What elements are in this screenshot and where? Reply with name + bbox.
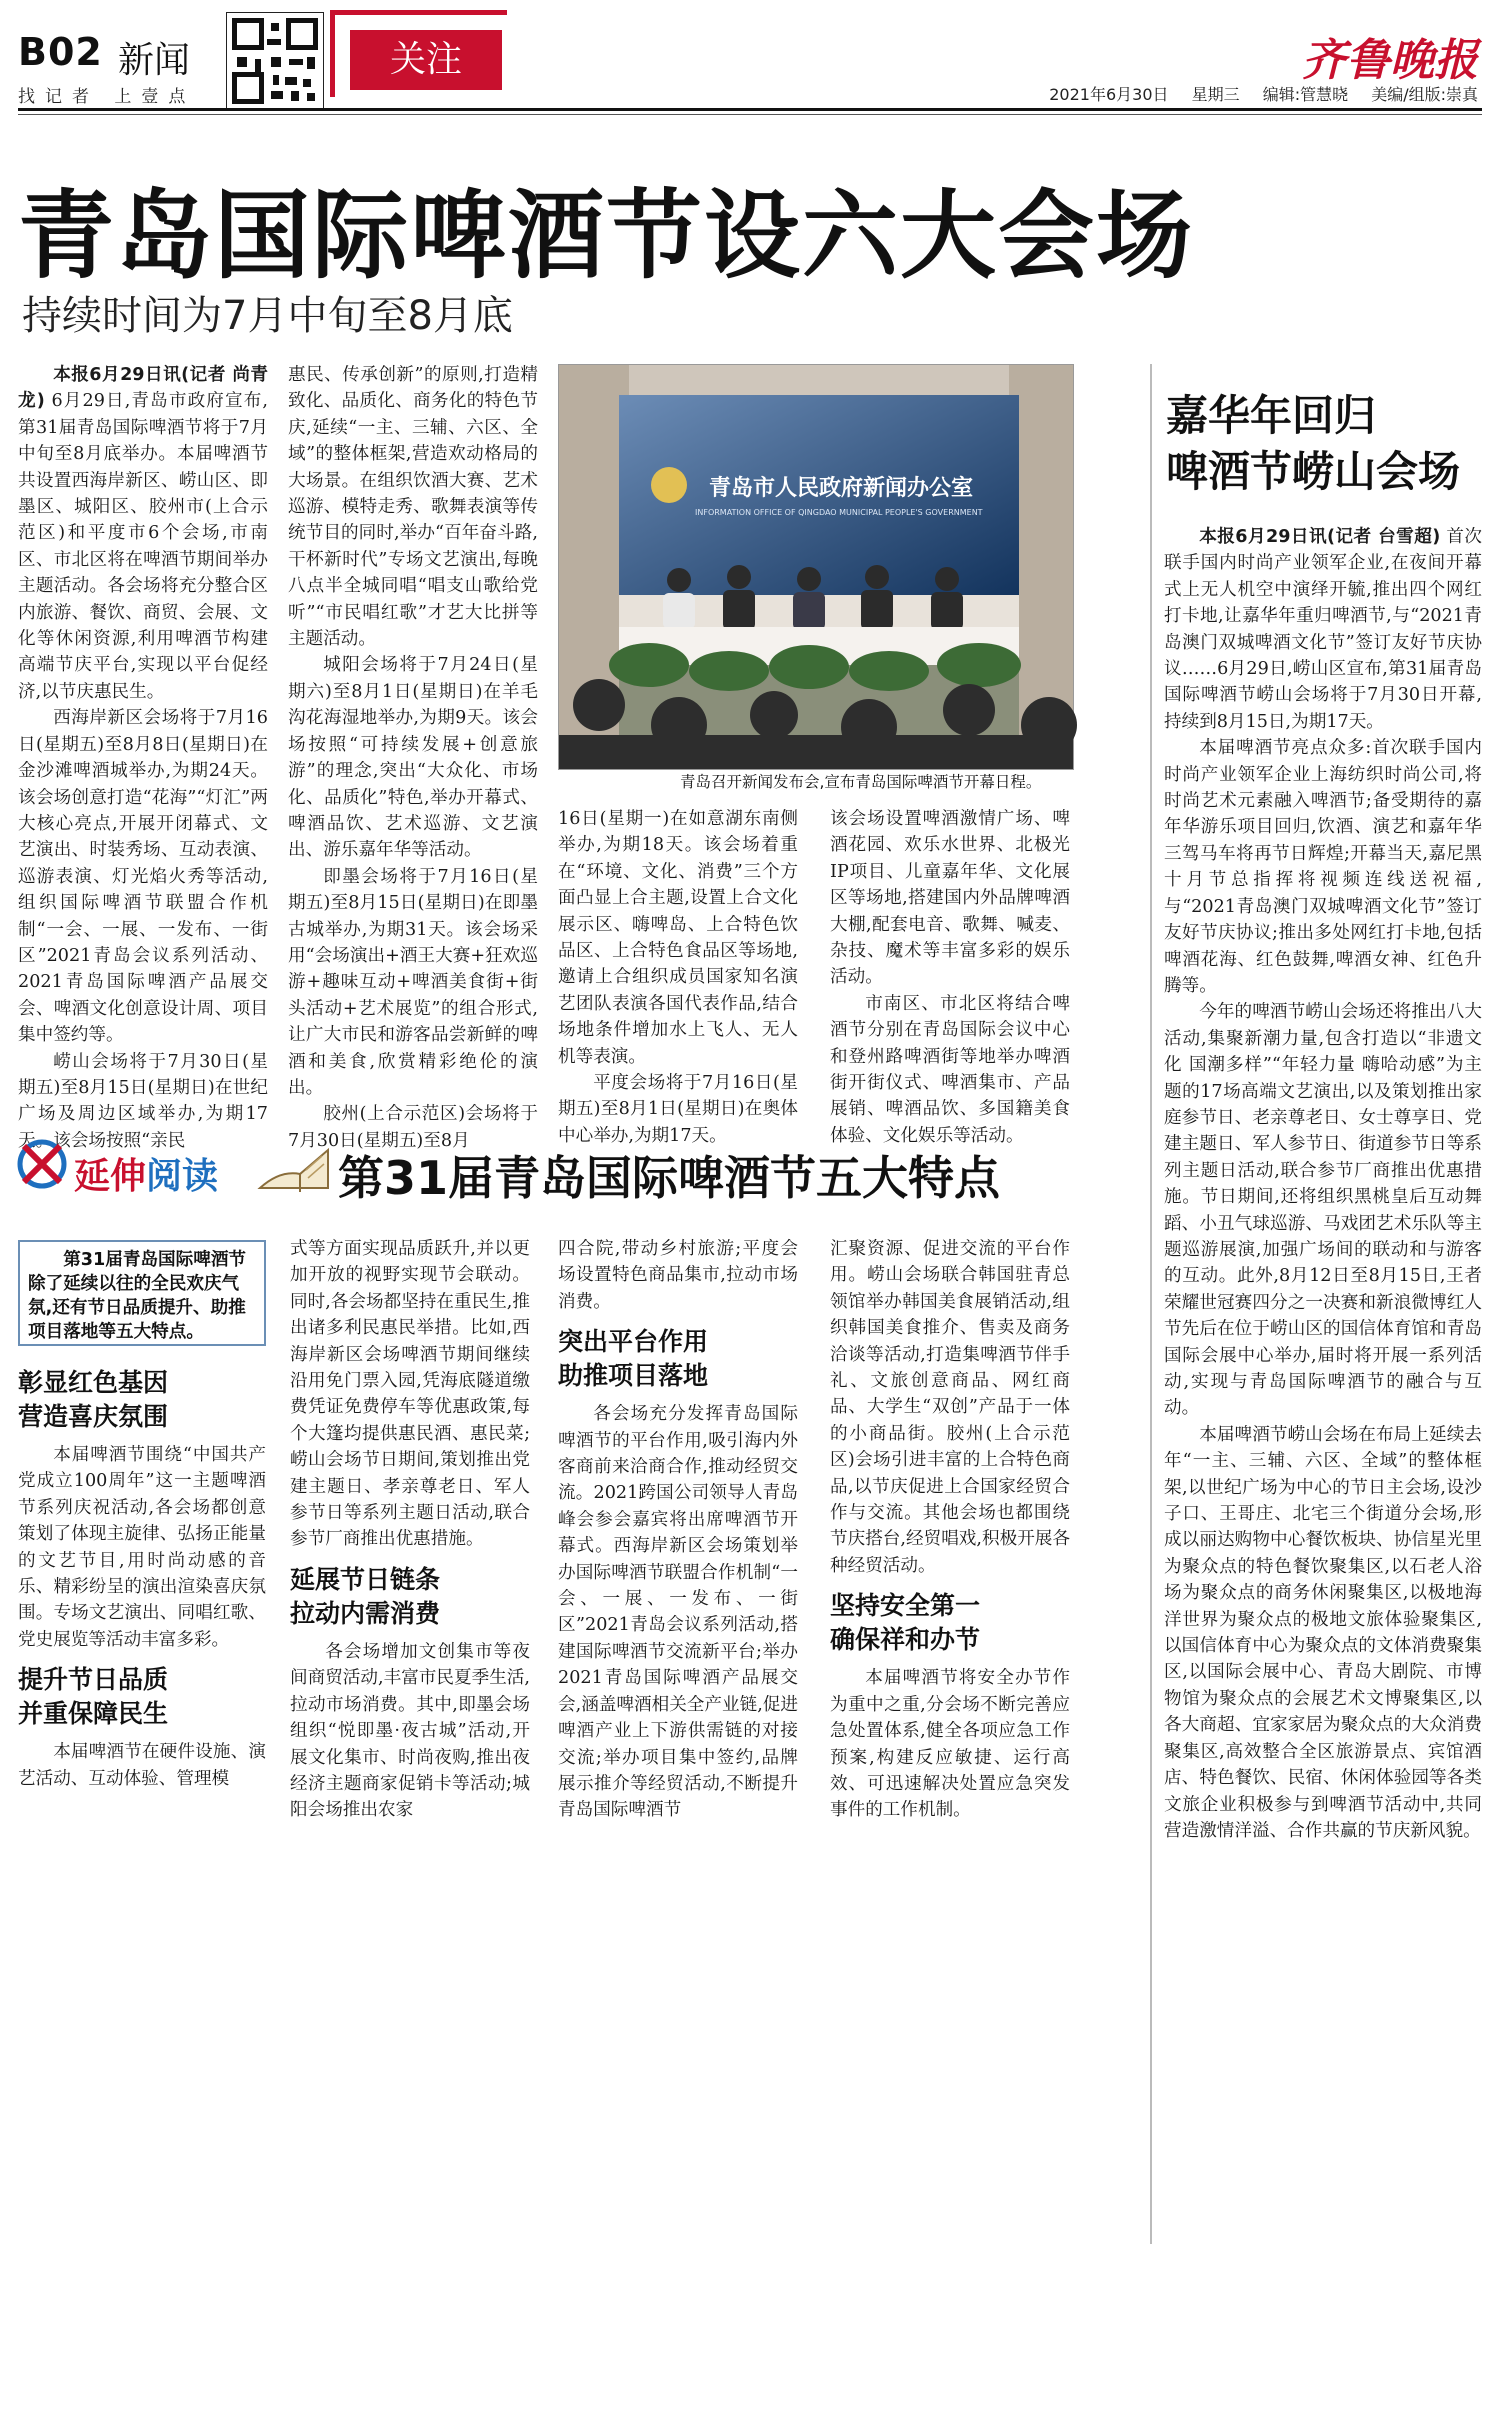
summary-box: 第31届青岛国际啤酒节除了延续以往的全民欢庆气氛,还有节日品质提升、助推项目落地等五大特点。	[18, 1240, 266, 1346]
subheading: 彰显红色基因 营造喜庆氛围	[18, 1368, 169, 1431]
slogan: 找记者 上壹点	[18, 87, 196, 107]
photo-caption: 青岛召开新闻发布会,宣布青岛国际啤酒节开幕日程。	[680, 773, 1042, 791]
paragraph: 城阳会场将于7月24日(星期六)至8月1日(星期日)在羊毛沟花海湿地举办,为期9天。该会场按照“可持续发展+创意旅游”的理念,突出“大众化、市场化、品质化”特色,举办开幕式、啤酒品饮、艺术巡游、文艺演出、游乐嘉年华等活动。	[288, 655, 538, 861]
subheading: 提升节日品质 并重保障民生	[18, 1665, 169, 1729]
paragraph: 西海岸新区会场将于7月16日(星期五)至8月8日(星期日)在金沙滩啤酒城举办,为期24天。该会场创意打造“花海”“灯汇”两大核心亮点,开展开闭幕式、文艺演出、时装秀场、互动表演、巡游表演、灯光焰火秀等活动,组织国际啤酒节联盟合作机制“一会、一展、一发布、一街区”2021青岛会议系列活动、2021青岛国际啤酒产品展交会、啤酒文化创意设计周、项目集中签约等。	[18, 708, 268, 1046]
editor-credit: 编辑:管慧晓	[1262, 85, 1349, 104]
section-tag: 关注	[350, 30, 502, 90]
subheading: 突出平台作用 助推项目落地	[558, 1327, 709, 1391]
press-conference-photo	[558, 364, 1074, 770]
paragraph: 本届啤酒节崂山会场在布局上延续去年“一主、三辅、六区、全域”的整体框架,以世纪广场为中心的节日主会场,设沙子口、王哥庄、北宅三个街道分会场,形成以丽达购物中心餐饮板块、协信星光里为聚众点的特色餐饮聚集区,以石老人浴场为聚众点的商务休闲聚集区,以极地海洋世界为聚众点的极地文旅体验聚集区,以国信体育中心为聚众点的文体消费聚集区,以国际会展中心、青岛大剧院、市博物馆为聚众点的会展艺术文博聚集区,以各大商超、宜家家居为聚众点的大众消费聚集区,高效整合全区旅游景点、宾馆酒店、特色餐饮、民宿、休闲体验园等各类文旅企业积极参与到啤酒节活动中,共同营造激情洋溢、合作共赢的节庆新风貌。	[1164, 1424, 1482, 1841]
header-rule	[18, 108, 1482, 111]
paragraph: 16日(星期一)在如意湖东南侧举办,为期18天。该会场着重在“环境、文化、消费”三个方面凸显上合主题,设置上合文化展示区、嗨啤岛、上合特色饮品区、上合特色食品区等场地,邀请上合组织成员国家知名演艺团队表演各国代表作品,结合场地条件增加水上飞人、无人机等表演。	[558, 809, 798, 1067]
byline: 本报6月29日讯(记者 台雪超)	[1199, 527, 1441, 547]
headline: 青岛国际啤酒节设六大会场	[18, 180, 1194, 292]
column-divider	[1150, 364, 1152, 2244]
extension-label-2: 阅读	[146, 1156, 219, 1197]
paragraph: 崂山会场将于7月30日(星期五)至8月15日(星期日)在世纪广场及周边区域举办,为期17天。该会场按照“亲民	[18, 1051, 268, 1151]
extension-label	[74, 1148, 218, 1199]
paragraph: 惠民、传承创新”的原则,打造精致化、品质化、商务化的特色节庆,延续“一主、三辅、六区、全域”的整体框架,营造欢动格局的大场景。在组织饮酒大赛、艺术巡游、模特走秀、歌舞表演等传统节目的同时,举办“百年奋斗路,干杯新时代”专场文艺演出,每晚八点半全城同唱“唱支山歌给党听”“市民唱红歌”才艺大比拼等主题活动。	[288, 365, 538, 650]
paragraph: 各会场增加文创集市等夜间商贸活动,丰富市民夏季生活,拉动市场消费。其中,即墨会场组织“悦即墨·夜古城”活动,开展文化集市、时尚夜购,推出夜经济主题商家促销卡等活动;城阳会场推出农家	[290, 1641, 530, 1821]
article-column-1	[18, 362, 269, 1151]
paragraph: 本届啤酒节将安全办节作为重中之重,分会场不断完善应急处置体系,健全各项应急工作预案,构建反应敏捷、运行高效、可迅速解决处置应急突发事件的工作机制。	[830, 1668, 1070, 1821]
article-column-4	[830, 806, 1070, 1146]
paragraph: 本届啤酒节围绕“中国共产党成立100周年”这一主题啤酒节系列庆祝活动,各会场都创意策划了体现主旋律、弘扬正能量的文艺节目,用时尚动感的音乐、精彩纷呈的演出渲染喜庆氛围。专场文艺演出、同唱红歌、党史展览等活动丰富多彩。	[18, 1445, 266, 1650]
backdrop-sign-en: INFORMATION OFFICE OF QINGDAO MUNICIPAL PEOPLE'S GOVERNMENT	[695, 508, 983, 517]
byline: 本报6月29日讯(记者 尚青龙)	[18, 365, 268, 412]
subheading: 坚持安全第一 确保祥和办节	[830, 1591, 981, 1655]
press-conference-illustration	[559, 365, 1073, 769]
masthead-logo: 齐鲁晚报	[1302, 35, 1478, 86]
page-number: B02	[18, 30, 103, 74]
paragraph: 本届啤酒节在硬件设施、演艺活动、互动体验、管理模	[18, 1742, 266, 1789]
side-title-line-1: 嘉华年回归	[1166, 391, 1377, 440]
paragraph: 式等方面实现品质跃升,并以更加开放的视野实现节会联动。同时,各会场都坚持在重民生,推出诸多利民惠民举措。比如,西海岸新区会场啤酒节期间继续沿用免门票入园,凭海底隧道缴费凭证免费停车等优惠政策,每个大篷均提供惠民酒、惠民菜;崂山会场节日期间,策划推出党建主题日、孝亲尊老日、军人参节日等系列主题日活动,联合参节厂商推出优惠措施。	[290, 1239, 530, 1550]
issue-date: 2021年6月30日	[1049, 85, 1169, 104]
article-column-3	[558, 806, 798, 1146]
side-story-body	[1164, 524, 1482, 2234]
paragraph: 首次联手国内时尚产业领军企业,在夜间开幕式上无人机空中演绎开毓,推出四个网红打卡地,让嘉华年重归啤酒节,与“2021青岛澳门双城啤酒文化节”签订友好节庆协议……6月29日,崂山区宣布,第31届青岛国际啤酒节崂山会场将于7月30日开幕,持续到8月15日,为期17天。	[1164, 527, 1482, 732]
paragraph: 该会场设置啤酒激情广场、啤酒花园、欢乐水世界、北极光IP项目、儿童嘉年华、文化展区等场地,搭建国内外品牌啤酒大棚,配套电音、歌舞、喊麦、杂技、魔术等丰富多彩的娱乐活动。	[830, 809, 1070, 988]
paragraph: 各会场充分发挥青岛国际啤酒节的平台作用,吸引海内外客商前来洽商合作,推动经贸交流。2021跨国公司领导人青岛峰会参会嘉宾将出席啤酒节开幕式。西海岸新区会场策划举办国际啤酒节联盟合作机制“一会、一展、一发布、一街区”2021青岛会议系列活动,搭建国际啤酒节交流新平台;举办2021青岛国际啤酒产品展交会,涵盖啤酒相关全产业链,促进啤酒产业上下游供需链的对接交流;举办项目集中签约,品牌展示推介等经贸活动,不断提升青岛国际啤酒节	[558, 1404, 798, 1821]
designer-credit: 美编/组版:崇真	[1371, 85, 1478, 104]
paragraph: 6月29日,青岛市政府宣布,第31届青岛国际啤酒节将于7月中旬至8月底举办。本届啤酒节共设置西海岸新区、崂山区、即墨区、城阳区、胶州市(上合示范区)和平度市6个会场,市南区、市北区将在啤酒节期间举办主题活动。各会场将充分整合区内旅游、餐饮、商贸、会展、文化等休闲资源,利用啤酒节构建高端节庆平台,实现以平台促经济,以节庆惠民生。	[18, 391, 269, 702]
paragraph: 即墨会场将于7月16日(星期五)至8月15日(星期日)在即墨古城举办,为期31天。该会场采用“会场演出+酒王大赛+狂欢巡游+趣味互动+啤酒美食街+街头活动+艺术展览”的组合形式,让广大市民和游客品尝新鲜的啤酒和美食,欣赏精彩绝伦的演出。	[288, 866, 538, 1098]
paragraph: 汇聚资源、促进交流的平台作用。崂山会场联合韩国驻青总领馆举办韩国美食展销活动,组织韩国美食推介、售卖及商务洽谈等活动,打造集啤酒节伴手礼、文旅创意商品、网红商品、大学生“双创”产品于一体的小商品街。胶州(上合示范区)会场引进丰富的上合特色商品,以节庆促进上合国家经贸合作与交流。其他会场也都围绕节庆搭台,经贸唱戏,积极开展各种经贸活动。	[830, 1239, 1070, 1576]
subheadline: 持续时间为7月中旬至8月底	[22, 293, 513, 339]
article-column-2	[288, 362, 538, 1151]
paragraph: 平度会场将于7月16日(星期五)至8月1日(星期日)在奥体中心举办,为期17天。	[558, 1073, 798, 1146]
paragraph: 本届啤酒节亮点众多:首次联手国内时尚产业领军企业上海纺织时尚公司,将时尚艺术元素融入啤酒节;备受期待的嘉年华游乐项目回归,饮酒、演艺和嘉年华三驾马车将再节日辉煌;开幕当天,嘉尼黑十月节总指挥将视频连线送祝福,与“2021青岛澳门双城啤酒文化节”签订友好节庆协议;推出多处网红打卡地,包括啤酒花海、红色鼓舞,啤酒女神、红色升腾等。	[1164, 738, 1482, 996]
paragraph: 胶州(上合示范区)会场将于7月30日(星期五)至8月	[288, 1104, 538, 1151]
header-rule-thin	[18, 114, 1482, 115]
paragraph: 四合院,带动乡村旅游;平度会场设置特色商品集市,拉动市场消费。	[558, 1239, 798, 1312]
extension-column-2	[290, 1236, 530, 1821]
extension-label-1: 延伸	[74, 1156, 147, 1197]
paragraph: 今年的啤酒节崂山会场还将推出八大活动,集聚新潮力量,包含打造以“非遗文化 国潮多样”“年轻力量 嗨哈动感”为主题的17场高端文艺演出,以及策划推出家庭参节日、老亲尊老日、女士尊享日、党建主题日、军人参节日、街道参节日等系列主题日活动,联合参节厂商推出优惠措施。节日期间,还将组织黑桃皇后互动舞蹈、小丑气球巡游、马戏团艺术乐队等主题巡游展演,加强广场间的联动和与游客的互动。此外,8月12日至8月15日,王者荣耀世冠赛四分之一决赛和新浪微博红人节先后在位于崂山区的国信体育馆和青岛国际会展中心举办,届时将开展一系列活动,实现与青岛国际啤酒节的融合与互动。	[1164, 1002, 1482, 1419]
side-title-line-2: 啤酒节崂山会场	[1166, 447, 1461, 496]
paragraph: 市南区、市北区将结合啤酒节分别在青岛国际会议中心和登州路啤酒街等地举办啤酒街开街仪式、啤酒集市、产品展销、啤酒品饮、多国籍美食体验、文化娱乐等活动。	[830, 993, 1070, 1146]
dateline	[1031, 82, 1478, 105]
backdrop-sign: 青岛市人民政府新闻办公室	[709, 476, 974, 501]
subheading: 延展节日链条 拉动内需消费	[290, 1564, 441, 1628]
side-story-title	[1166, 388, 1460, 500]
extension-column-3	[558, 1236, 798, 1821]
extension-column-1	[18, 1360, 266, 1789]
issue-weekday: 星期三	[1191, 85, 1240, 104]
extension-column-4	[830, 1236, 1070, 1821]
section-name: 新闻	[118, 40, 191, 81]
qr-code-icon[interactable]	[226, 12, 324, 110]
extension-title: 第31届青岛国际啤酒节五大特点	[338, 1151, 1001, 1205]
